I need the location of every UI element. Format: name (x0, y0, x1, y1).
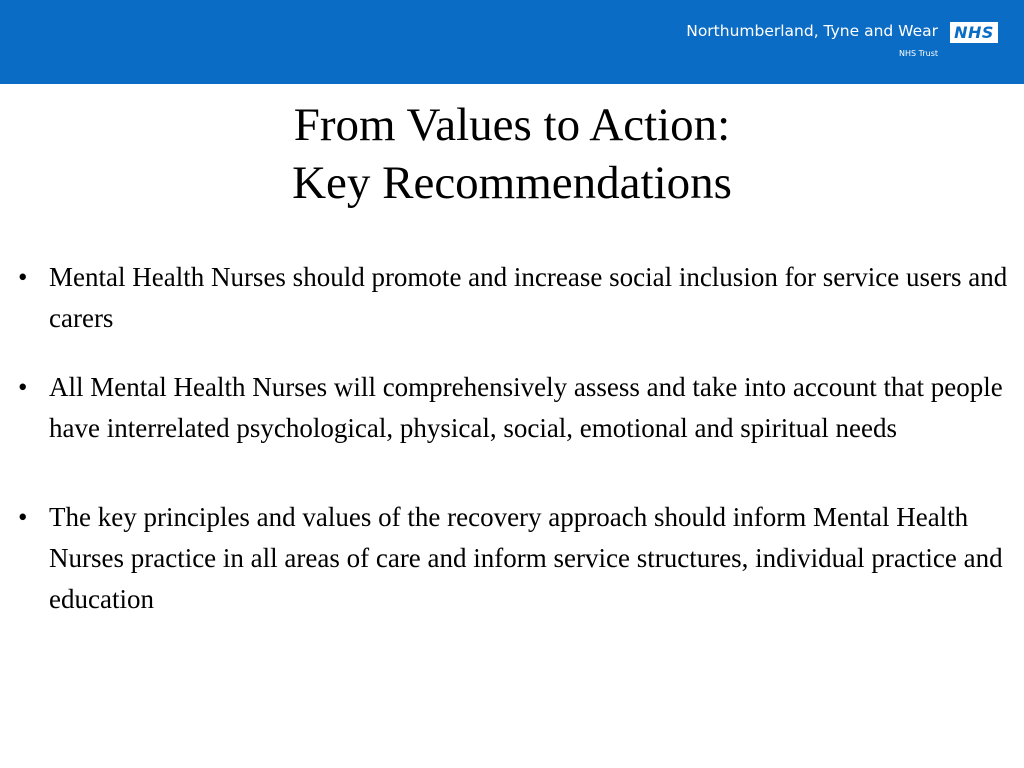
nhs-logo (950, 22, 998, 43)
bullet-icon: • (18, 502, 28, 532)
title-line-2: Key Recommendations (292, 157, 732, 209)
title-line-1: From Values to Action: (293, 99, 731, 151)
bullet-icon: • (18, 372, 28, 402)
list-item-text: The key principles and values of the recovery approach should inform Mental Health Nurses practice in all areas of care and inform service structures, individual practice and education (49, 502, 1003, 614)
recommendation-list (18, 257, 1018, 620)
list-item-text: Mental Health Nurses should promote and increase social inclusion for service users and carers (49, 262, 1008, 333)
list-item (18, 257, 1018, 339)
list-item (18, 367, 1018, 449)
slide-title (0, 96, 1024, 212)
org-name: Northumberland, Tyne and Wear (686, 22, 938, 40)
bullet-icon: • (18, 262, 28, 292)
header-banner (0, 0, 1024, 84)
nhs-logo-text: NHS (954, 22, 994, 42)
list-item-text: All Mental Health Nurses will comprehensively assess and take into account that people have interrelated psychological, physical, social, emotional and spiritual needs (49, 372, 1003, 443)
list-item (18, 497, 1018, 620)
org-subtitle: NHS Trust (899, 49, 938, 58)
